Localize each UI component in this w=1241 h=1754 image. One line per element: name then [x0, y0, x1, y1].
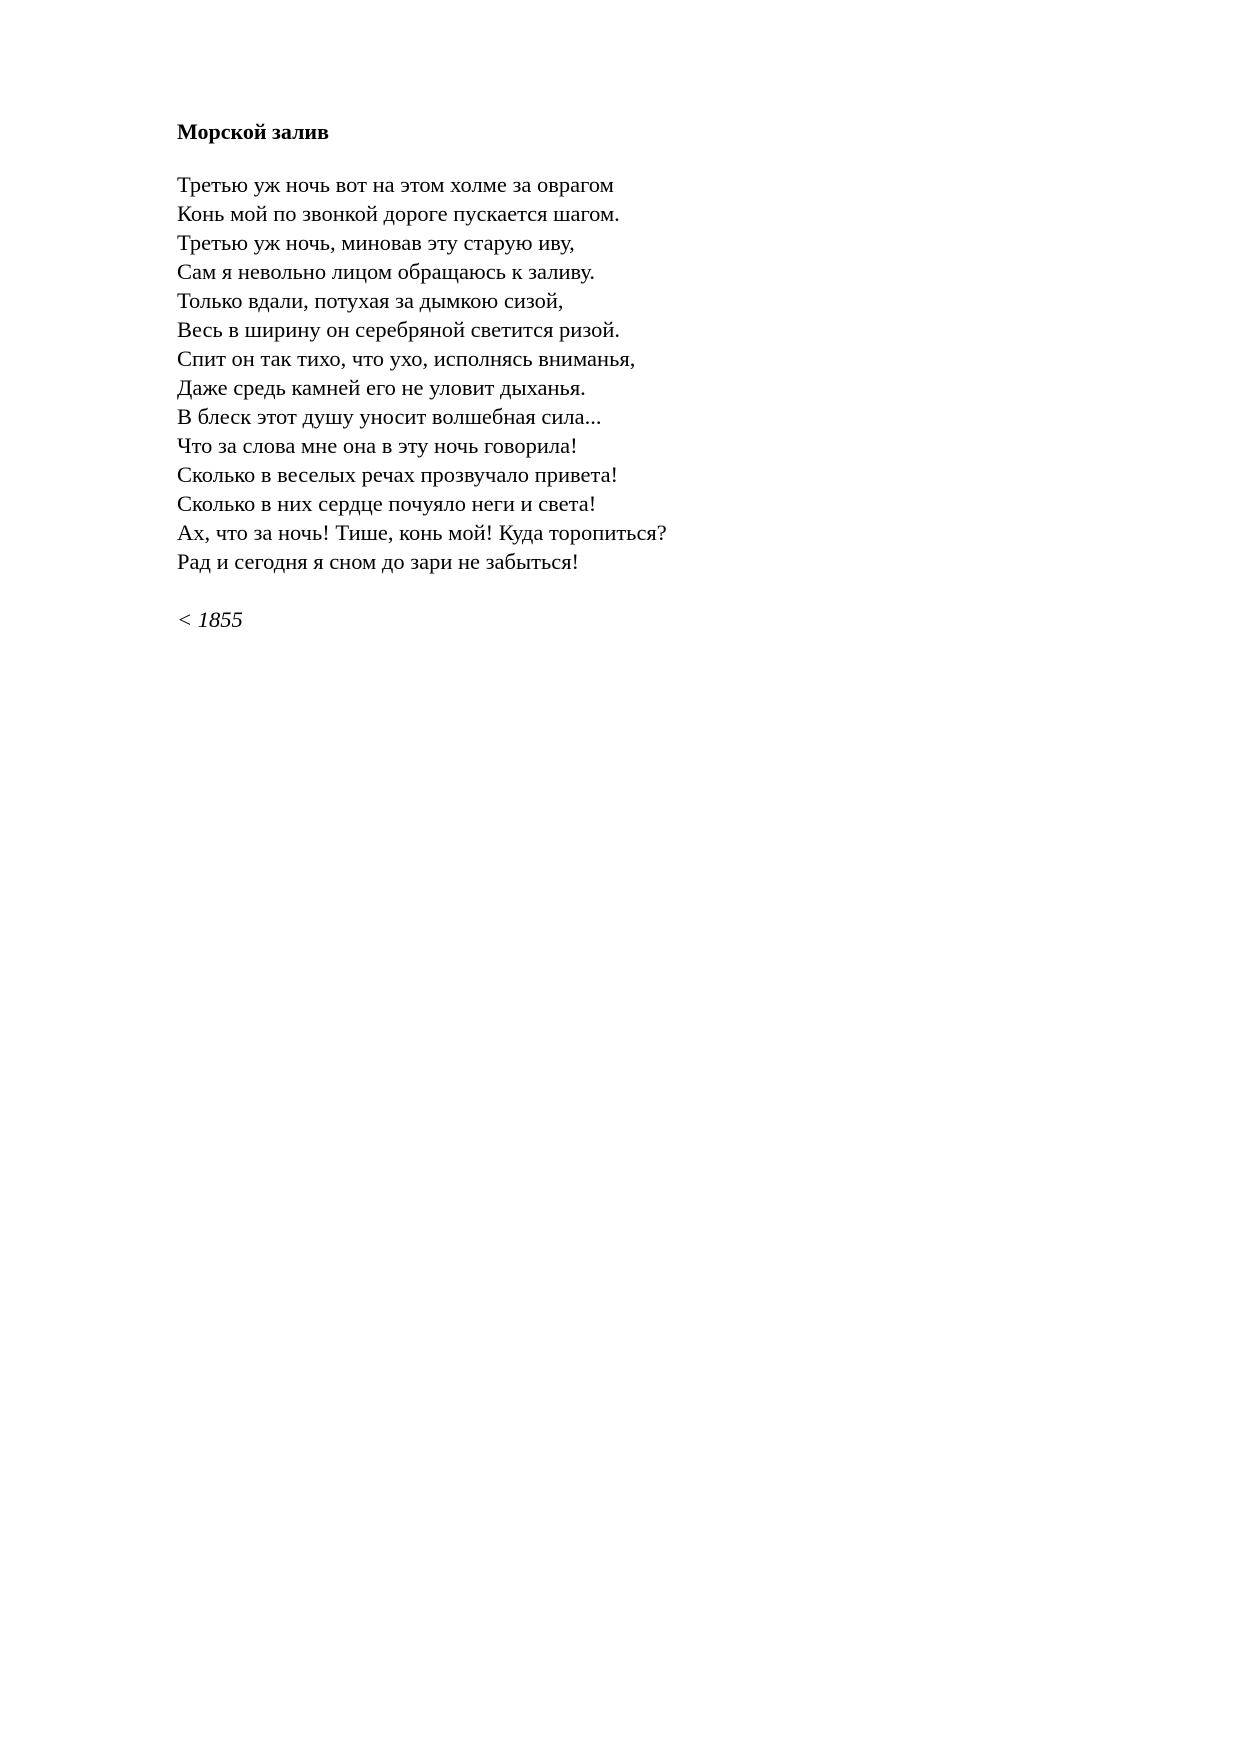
verse-line: Весь в ширину он серебряной светится ризой.: [177, 317, 621, 342]
poem-date: < 1855: [177, 607, 243, 632]
verse-line: Ах, что за ночь! Тише, конь мой! Куда торопиться?: [177, 520, 667, 545]
verse-line: Только вдали, потухая за дымкою сизой,: [177, 288, 564, 313]
verse-line: Сам я невольно лицом обращаюсь к заливу.: [177, 259, 595, 284]
verse-line: Даже средь камней его не уловит дыханья.: [177, 375, 586, 400]
verse-line: Конь мой по звонкой дороге пускается шагом.: [177, 201, 620, 226]
verse-line: Третью уж ночь, миновав эту старую иву,: [177, 230, 575, 255]
verse-line: В блеск этот душу уносит волшебная сила...: [177, 404, 602, 429]
verse-line: Третью уж ночь вот на этом холме за оврагом: [177, 172, 614, 197]
verse-line: Рад и сегодня я сном до зари не забыться!: [177, 549, 580, 574]
poem: [177, 114, 1077, 634]
poem-stanza: [177, 170, 1077, 576]
verse-line: Спит он так тихо, что ухо, исполнясь вниманья,: [177, 346, 636, 371]
poem-title: Морской залив: [177, 119, 329, 144]
verse-line: Сколько в веселых речах прозвучало привета!: [177, 462, 619, 487]
verse-line: Сколько в них сердце почуяло неги и света!: [177, 491, 597, 516]
verse-line: Что за слова мне она в эту ночь говорила!: [177, 433, 578, 458]
